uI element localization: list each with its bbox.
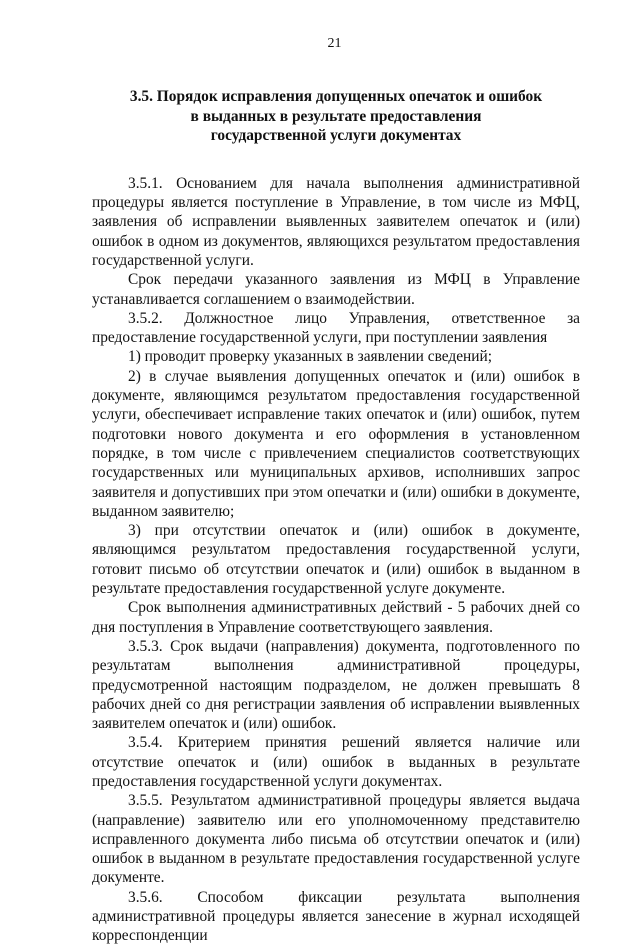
- paragraph-transfer-term: Срок передачи указанного заявления из МФЦ в Управление устанавливается соглашением о взаимодействии.: [92, 271, 580, 308]
- paragraph-item-3: 3) при отсутствии опечаток и (или) ошибок в документе, являющимся результатом предоставления государственной услуги, готовит письмо об отсутствии опечаток и (или) ошибок в выданном в результате предоставления государственной услуге документе.: [92, 522, 580, 598]
- paragraph-item-1: 1) проводит проверку указанных в заявлении сведений;: [128, 348, 493, 366]
- section-title: [92, 87, 580, 146]
- paragraph-item-2: 2) в случае выявления допущенных опечаток и (или) ошибок в документе, являющимся результатом предоставления государственной услуги, обеспечивает исправление таких опечаток и (или) ошибок, путем подготовки нового документа и его оформления в установленном порядке, в том числе с привлечением специалистов соответствующих государственных или муниципальных архивов, исполнивших запрос заявителя и допустивших при этом опечатки и (или) ошибки в документе, выданном заявителю;: [92, 367, 580, 520]
- paragraph-3-5-4: 3.5.4. Критерием принятия решений является наличие или отсутствие опечаток и (или) ошибок в выданных в результате предоставления государственной услуги документах.: [92, 734, 580, 790]
- page-number: 21: [327, 36, 342, 51]
- paragraph-3-5-6: 3.5.6. Способом фиксации результата выполнения административной процедуры является занесение в журнал исходящей корреспонденции: [92, 888, 580, 945]
- section-title-line-1: 3.5. Порядок исправления допущенных опечаток и ошибок: [129, 88, 543, 105]
- paragraph-3-5-3: 3.5.3. Срок выдачи (направления) документа, подготовленного по результатам выполнения административной процедуры, предусмотренной настоящим подразделом, не должен превышать 8 рабочих дней со дня регистрации заявления об исправлении выявленных заявителем опечаток и (или) ошибок.: [92, 637, 580, 733]
- section-title-line-3: государственной услуги документах: [210, 127, 462, 145]
- paragraph-3-5-5: 3.5.5. Результатом административной процедуры является выдача (направление) заявителю или его уполномоченному представителю исправленного документа либо письма об отсутствии опечаток и (или) ошибок в выданном в результате предоставления государственной услуге документе.: [92, 792, 580, 887]
- paragraph-3-5-1: 3.5.1. Основанием для начала выполнения административной процедуры является поступление в Управление, в том числе из МФЦ, заявления об исправлении выявленных заявителем опечаток и (или) ошибок в одном из документов, являющихся результатом предоставления государственной услуги.: [92, 174, 580, 269]
- section-title-line-2: в выданных в результате предоставления: [190, 107, 482, 125]
- paragraph-3-5-2: 3.5.2. Должностное лицо Управления, ответственное за предоставление государственной услуги, при поступлении заявления: [92, 309, 580, 347]
- paragraph-action-term: Срок выполнения административных действий - 5 рабочих дней со дня поступления в Управление соответствующего заявления.: [92, 599, 580, 636]
- document-page: [92, 36, 580, 946]
- body-text: [92, 174, 580, 946]
